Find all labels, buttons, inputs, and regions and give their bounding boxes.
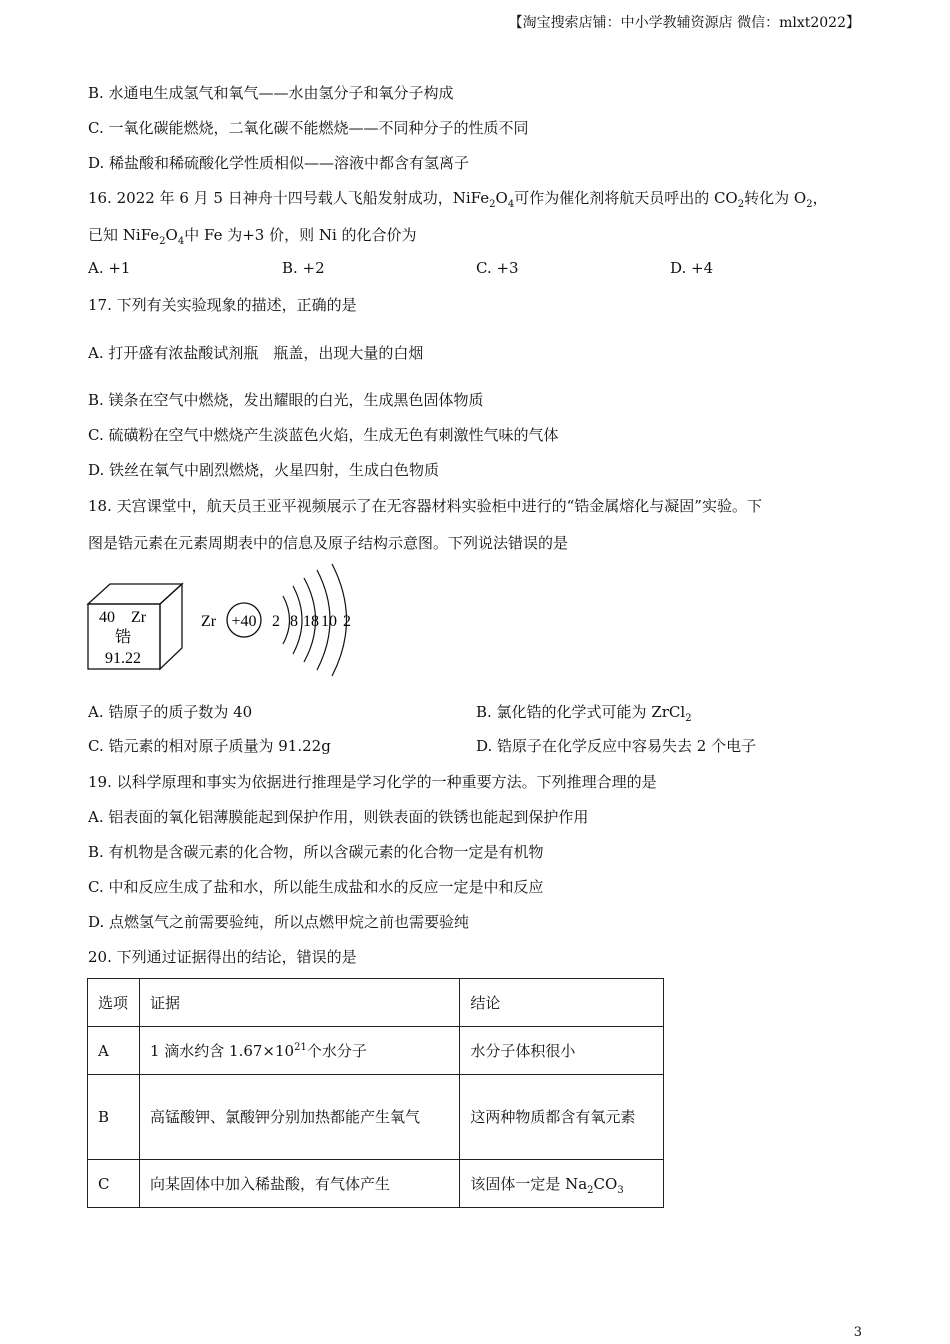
nucleus-charge: +40: [231, 613, 257, 630]
shell-electrons-1: 2: [272, 613, 280, 630]
q15-option-d: D. 稀盐酸和稀硫酸化学性质相似——溶液中都含有氢离子: [88, 154, 470, 172]
row-evidence: 1 滴水约含 $1.67\times 10^{21}$个水分子: [139, 1027, 459, 1075]
row-evidence: 向某固体中加入稀盐酸，有气体产生: [139, 1160, 459, 1208]
row-option: A: [88, 1027, 140, 1075]
q16-option-d: D. +4: [670, 259, 714, 277]
q18-stem-line2: 图是锆元素在元素周期表中的信息及原子结构示意图。下列说法错误的是: [88, 534, 569, 552]
atomic-mass: 91.22: [105, 650, 141, 667]
q17-option-b: B. 镁条在空气中燃烧，发出耀眼的白光，生成黑色固体物质: [88, 391, 484, 409]
row-conclusion: 这两种物质都含有氧元素: [460, 1075, 664, 1160]
zirconium-diagram: [85, 562, 365, 682]
q17-option-a: A. 打开盛有浓盐酸试剂瓶 瓶盖，出现大量的白烟: [88, 344, 424, 362]
shell-electrons-4: 10: [321, 613, 337, 630]
element-name: 锆: [114, 627, 132, 646]
q20-stem: 20. 下列通过证据得出的结论，错误的是: [88, 948, 357, 966]
q19-option-c: C. 中和反应生成了盐和水，所以能生成盐和水的反应一定是中和反应: [88, 878, 544, 896]
q15-option-b: B. 水通电生成氢气和氧气——水由氢分子和氧分子构成: [88, 84, 454, 102]
q18-option-b: B. 氯化锆的化学式可能为 ZrCl$_2$: [476, 703, 692, 724]
q17-option-d: D. 铁丝在氧气中剧烈燃烧，火星四射，生成白色物质: [88, 461, 440, 479]
q18-option-c: C. 锆元素的相对原子质量为 91.22g: [88, 737, 331, 755]
evidence-table: [87, 978, 664, 1208]
q19-option-d: D. 点燃氢气之前需要验纯，所以点燃甲烷之前也需要验纯: [88, 913, 470, 931]
q17-stem: 17. 下列有关实验现象的描述，正确的是: [88, 296, 357, 314]
q16-option-a: A. +1: [88, 259, 131, 277]
header-conclusion: 结论: [460, 979, 664, 1027]
q16-stem-line1: 16. 2022 年 6 月 5 日神舟十四号载人飞船发射成功，$NiFe_2O_4$可作为催化剂将航天员呼出的 $CO_2$转化为 $O_2$，: [88, 189, 828, 210]
row-option: B: [88, 1075, 140, 1160]
page-number: 3: [853, 1325, 862, 1340]
atom-symbol: Zr: [201, 613, 217, 630]
q16-option-b: B. +2: [282, 259, 325, 277]
shell-arc-1: [283, 596, 290, 644]
table-header-row: [88, 979, 664, 1027]
table-row: [88, 1160, 664, 1208]
q16-stem-line2: 已知 $NiFe_2O_4$中 Fe 为+3 价，则 Ni 的化合价为: [88, 226, 417, 247]
q17-option-c: C. 硫磺粉在空气中燃烧产生淡蓝色火焰，生成无色有刺激性气味的气体: [88, 426, 559, 444]
shell-electrons-5: 2: [343, 613, 351, 630]
q19-stem: 19. 以科学原理和事实为依据进行推理是学习化学的一种重要方法。下列推理合理的是: [88, 773, 657, 791]
q18-option-a: A. 锆原子的质子数为 40: [88, 703, 253, 721]
q18-stem-line1: 18. 天宫课堂中，航天员王亚平视频展示了在无容器材料实验柜中进行的“锆金属熔化与凝固”实验。下: [88, 497, 762, 515]
zirconium-figure: [85, 562, 365, 682]
q16-option-c: C. +3: [476, 259, 519, 277]
row-evidence: 高锰酸钾、氯酸钾分别加热都能产生氧气: [139, 1075, 459, 1160]
header-evidence: 证据: [139, 979, 459, 1027]
row-conclusion: 水分子体积很小: [460, 1027, 664, 1075]
row-option: C: [88, 1160, 140, 1208]
q15-option-c: C. 一氧化碳能燃烧，二氧化碳不能燃烧——不同种分子的性质不同: [88, 119, 529, 137]
page-header: 【淘宝搜索店铺：中小学教辅资源店 微信：mlxt2022】: [508, 15, 860, 31]
row-conclusion: 该固体一定是 $Na_2CO_3$: [460, 1160, 664, 1208]
q19-option-a: A. 铝表面的氧化铝薄膜能起到保护作用，则铁表面的铁锈也能起到保护作用: [88, 808, 589, 826]
q18-option-d: D. 锆原子在化学反应中容易失去 2 个电子: [476, 737, 757, 755]
q19-option-b: B. 有机物是含碳元素的化合物，所以含碳元素的化合物一定是有机物: [88, 843, 544, 861]
element-cell-top-face: [88, 584, 182, 604]
shell-electrons-3: 18: [303, 613, 319, 630]
element-cell-side-face: [160, 584, 182, 669]
header-option: 选项: [88, 979, 140, 1027]
table-row: [88, 1075, 664, 1160]
shell-electrons-2: 8: [290, 613, 298, 630]
atomic-number: 40: [99, 609, 115, 626]
table-row: [88, 1027, 664, 1075]
element-symbol: Zr: [131, 609, 147, 626]
